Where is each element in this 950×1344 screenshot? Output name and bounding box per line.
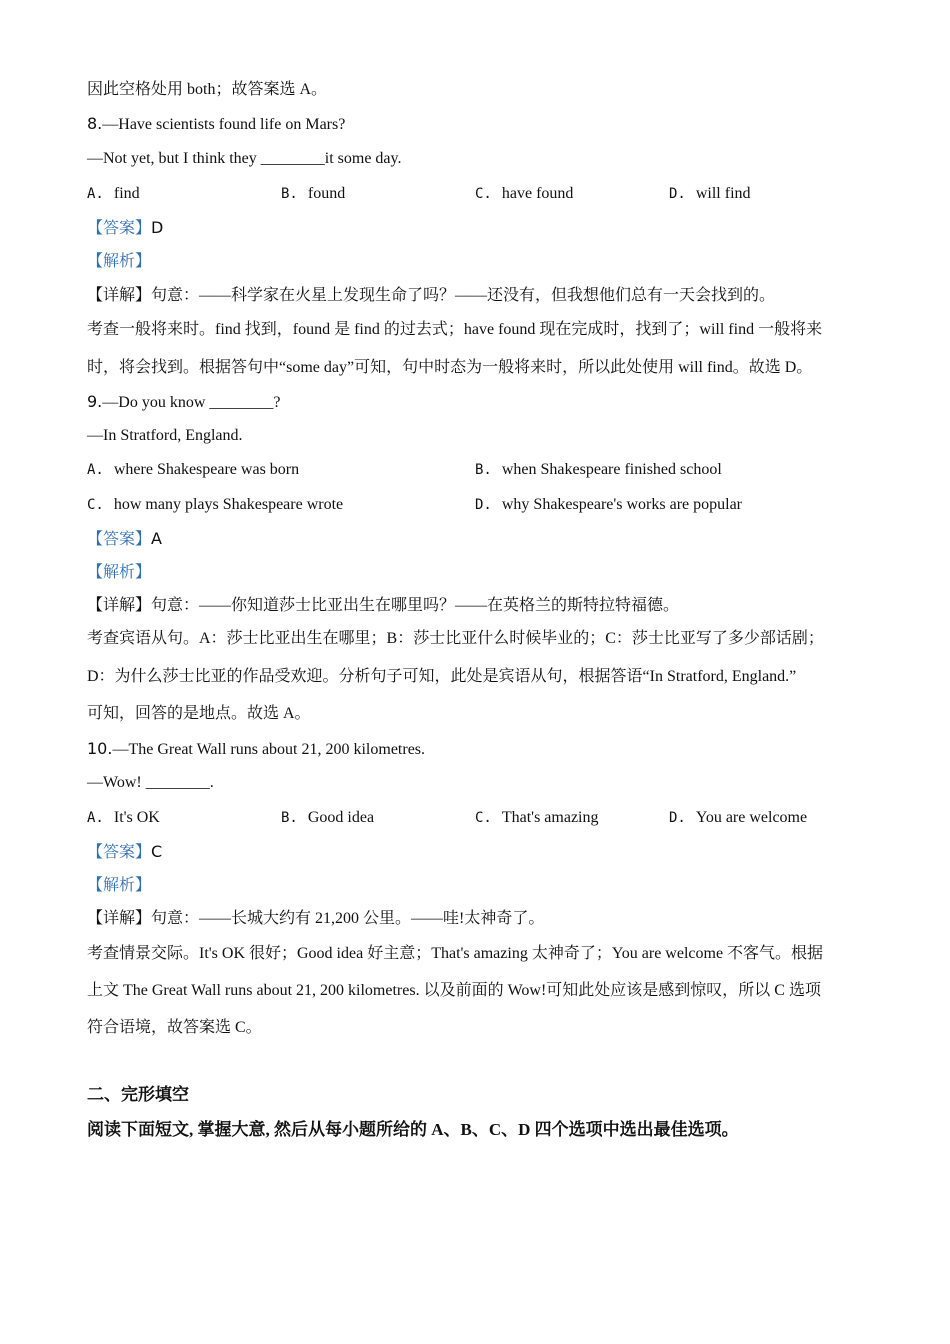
q8-option-b: B. found [281,185,346,202]
answer-letter: C [151,842,163,861]
q9-analysis-tag: 【解析】 [87,564,152,581]
q8-answer [87,218,163,239]
q9-option-c: C. how many plays Shakespeare wrote [87,496,344,513]
q10-explanation-2: 上文 The Great Wall runs about 21, 200 kilometres. 以及前面的 Wow!可知此处应该是感到惊叹，所以 C 选项 [87,982,821,999]
detail-tag: 【详解】 [87,910,152,927]
question-line: —Have scientists found life on Mars? [102,116,346,133]
q8-explanation-2: 时，将会找到。根据答句中“some day”可知，句中时态为一般将来时，所以此处使用 will find。故选 D。 [87,359,813,376]
q10-answer [87,842,162,863]
q10-option-b: B. Good idea [281,809,375,826]
q9-explanation-1: 考查宾语从句。A：莎士比亚出生在哪里；B：莎士比亚什么时候毕业的；C：莎士比亚写了多少部话剧； [87,630,824,647]
answer-letter: D [151,218,164,237]
q8-option-a: A. find [87,185,140,202]
question-number: 9. [87,392,103,411]
q9-explanation-3: 可知，回答的是地点。故选 A。 [87,705,311,722]
question-line: —Do you know ________? [102,394,281,411]
q8-option-c: C. have found [475,185,574,202]
q10-explanation-1: 考查情景交际。It's OK 很好；Good idea 好主意；That's amazing 太神奇了；You are welcome 不客气。根据 [87,945,824,962]
q10-analysis-tag: 【解析】 [87,877,152,894]
answer-tag: 【答案】 [87,531,152,548]
q9-explanation-2: D：为什么莎士比亚的作品受欢迎。分析句子可知，此处是宾语从句，根据答语“In Stratford, England.” [87,668,797,685]
q10-option-d: D. You are welcome [669,809,808,826]
answer-tag: 【答案】 [87,220,152,237]
question-line: —The Great Wall runs about 21, 200 kilometres. [112,741,426,758]
section-2-title: 二、完形填空 [87,1085,189,1104]
q9-option-d: D. why Shakespeare's works are popular [475,496,742,513]
section-2-instruction: 阅读下面短文, 掌握大意, 然后从每小题所给的 A、B、C、D 四个选项中选出最佳选项。 [87,1120,739,1139]
q9-option-b: B. when Shakespeare finished school [475,461,722,478]
question-number: 8. [87,114,103,133]
question-9-reply: —In Stratford, England. [87,427,243,444]
detail-tag: 【详解】 [87,287,152,304]
question-number: 10. [87,739,113,758]
question-9-prompt [87,392,280,413]
detail-tag: 【详解】 [87,597,152,614]
question-10-reply: —Wow! ________. [87,774,214,791]
q8-explanation-1: 考查一般将来时。find 找到，found 是 find 的过去式；have found 现在完成时，找到了；will find 一般将来 [87,321,823,338]
q8-option-d: D. will find [669,185,751,202]
q10-option-a: A. It's OK [87,809,160,826]
q8-analysis-tag: 【解析】 [87,253,152,270]
q9-detail: 【详解】句意：——你知道莎士比亚出生在哪里吗？——在英格兰的斯特拉特福德。 [87,597,680,614]
q8-detail: 【详解】句意：——科学家在火星上发现生命了吗？——还没有，但我想他们总有一天会找到的。 [87,287,776,304]
q9-option-a: A. where Shakespeare was born [87,461,300,478]
q9-answer [87,529,162,550]
question-8-prompt [87,114,345,135]
q10-explanation-3: 符合语境，故答案选 C。 [87,1019,262,1036]
q10-detail: 【详解】句意：——长城大约有 21,200 公里。——哇!太神奇了。 [87,910,545,927]
intro-line: 因此空格处用 both；故答案选 A。 [87,81,328,98]
answer-letter: A [151,529,162,548]
question-10-prompt [87,739,425,760]
question-8-reply: —Not yet, but I think they ________it some day. [87,150,402,167]
q10-option-c: C. That's amazing [475,809,599,826]
answer-tag: 【答案】 [87,844,152,861]
